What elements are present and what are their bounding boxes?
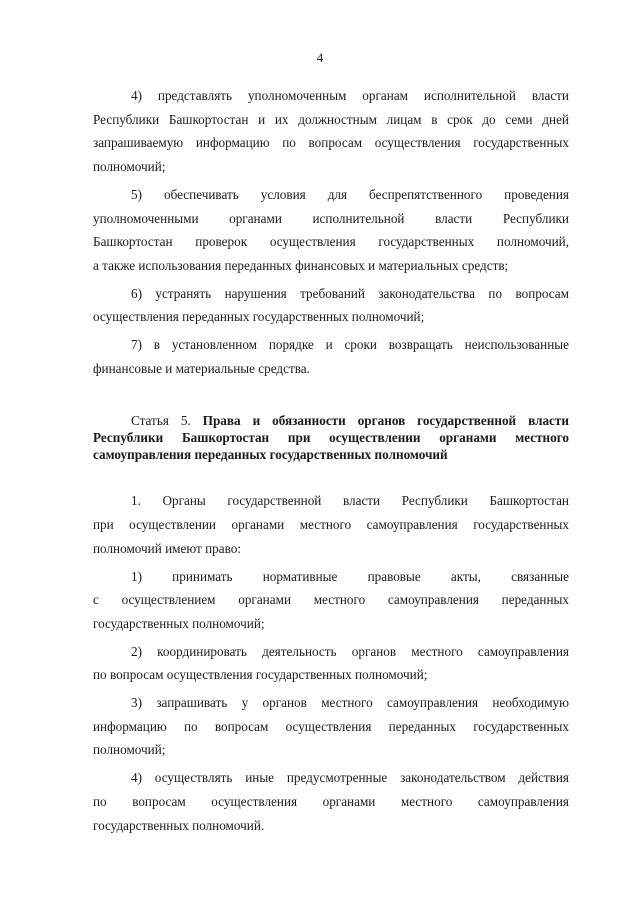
paragraph-right-3 [93, 691, 569, 762]
paragraph-item-6 [93, 282, 569, 329]
text-line: 2) координировать деятельность органов местного самоуправления [131, 643, 569, 659]
document-body [93, 84, 569, 841]
text-line: 1) принимать нормативные правовые акты, связанные [131, 568, 569, 584]
paragraph-clause-1 [93, 489, 569, 560]
text-line: с осуществлением органами местного самоуправления переданных [93, 592, 569, 608]
text-line: по вопросам осуществления государственных полномочий; [93, 667, 428, 683]
paragraph-item-4 [93, 84, 569, 179]
text-line: 7) в установленном порядке и сроки возвращать неиспользованные [131, 337, 569, 353]
text-line: запрашиваемую информацию по вопросам осуществления государственных [93, 135, 569, 151]
text-line: 5) обеспечивать условия для беспрепятственного проведения [131, 186, 569, 202]
text-line: 4) осуществлять иные предусмотренные законодательством действия [131, 770, 569, 786]
text-line: а также использования переданных финансовых и материальных средств; [93, 257, 509, 273]
text-line: финансовые и материальные средства. [93, 360, 310, 376]
text-line: осуществления переданных государственных полномочий; [93, 309, 425, 325]
text-line: 6) устранять нарушения требований законодательства по вопросам [131, 285, 569, 301]
text-line: уполномоченными органами исполнительной власти Республики [93, 210, 569, 226]
text-line: государственных полномочий; [93, 615, 265, 631]
paragraph-right-4 [93, 766, 569, 837]
page-number: 4 [316, 50, 324, 65]
text-line: Республики Башкортостан и их должностным лицам в срок до семи дней [93, 111, 569, 127]
article-heading-line [93, 412, 569, 429]
article-heading [93, 412, 569, 463]
paragraph-item-5 [93, 183, 569, 278]
text-line: при осуществлении органами местного самоуправления государственных [93, 517, 569, 533]
article-title-part: Права и обязанности органов государственной власти [202, 413, 569, 429]
paragraph-right-2 [93, 640, 569, 687]
text-line: информацию по вопросам осуществления переданных государственных [93, 718, 569, 734]
text-line: 1. Органы государственной власти Республики Башкортостан [131, 493, 569, 509]
article-prefix: Статья 5. [131, 413, 203, 429]
article-heading-line: Республики Башкортостан при осуществлении органами местного [93, 430, 569, 446]
paragraph-item-7 [93, 333, 569, 380]
text-line: полномочий имеют право: [93, 540, 241, 556]
text-line: 3) запрашивать у органов местного самоуправления необходимую [131, 695, 569, 711]
text-line: полномочий; [93, 159, 166, 175]
text-line: по вопросам осуществления органами местного самоуправления [93, 793, 569, 809]
text-line: государственных полномочий. [93, 817, 265, 833]
text-line: полномочий; [93, 742, 166, 758]
text-line: 4) представлять уполномоченным органам исполнительной власти [131, 88, 569, 103]
text-line: Башкортостан проверок осуществления государственных полномочий, [93, 234, 569, 250]
paragraph-right-1 [93, 565, 569, 636]
article-heading-line: самоуправления переданных государственных полномочий [93, 447, 448, 463]
